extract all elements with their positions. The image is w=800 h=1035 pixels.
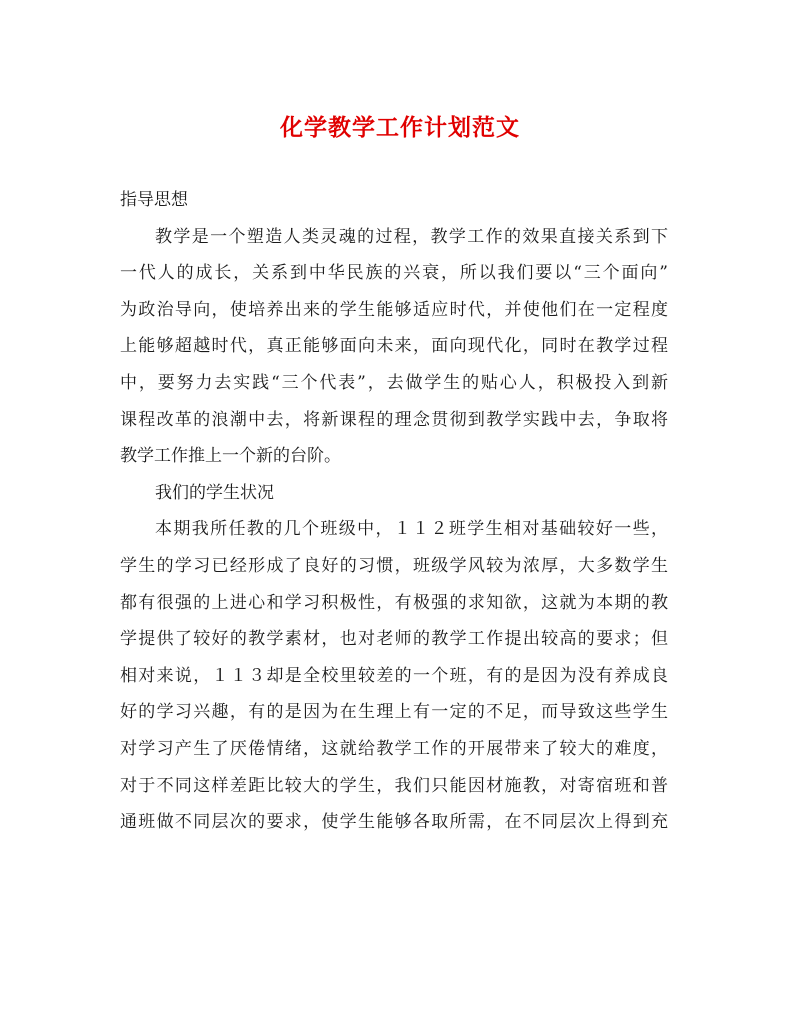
text-line: 好的学习兴趣，有的是因为在生理上有一定的不足，而导致这些学生 (120, 702, 668, 723)
text-line: 我们的学生状况 (155, 482, 274, 503)
text-line: 对学习产生了厌倦情绪，这就给教学工作的开展带来了较大的难度， (120, 738, 668, 759)
text-line: 指导思想 (120, 190, 188, 210)
text-line: 对于不同这样差距比较大的学生，我们只能因材施教，对寄宿班和普 (120, 775, 668, 796)
document-body (120, 182, 668, 841)
text-line: 通班做不同层次的要求，使学生能够各取所需，在不同层次上得到充 (120, 812, 668, 833)
text-line: 教学工作推上一个新的台阶。 (120, 446, 341, 467)
text-line: 课程改革的浪潮中去，将新课程的理念贯彻到教学实践中去，争取将 (120, 409, 668, 430)
document-title: 化学教学工作计划范文 (280, 114, 520, 141)
text-line: 为政治导向，使培养出来的学生能够适应时代，并使他们在一定程度 (120, 299, 668, 320)
text-line: 教学是一个塑造人类灵魂的过程，教学工作的效果直接关系到下 (155, 226, 668, 247)
text-line: 都有很强的上进心和学习积极性，有极强的求知欲，这就为本期的教 (120, 592, 668, 613)
text-line: 上能够超越时代，真正能够面向未来，面向现代化，同时在教学过程 (120, 336, 668, 357)
text-line: 一代人的成长，关系到中华民族的兴衰，所以我们要以“三个面向” (120, 263, 668, 284)
text-line: 学生的学习已经形成了良好的习惯，班级学风较为浓厚，大多数学生 (120, 555, 668, 576)
text-line: 相对来说，１１３却是全校里较差的一个班，有的是因为没有养成良 (120, 665, 668, 686)
text-line: 中，要努力去实践“三个代表”，去做学生的贴心人，积极投入到新 (120, 372, 668, 393)
text-line: 本期我所任教的几个班级中，１１２班学生相对基础较好一些， (155, 519, 668, 540)
text-line: 学提供了较好的教学素材，也对老师的教学工作提出较高的要求；但 (120, 629, 668, 650)
